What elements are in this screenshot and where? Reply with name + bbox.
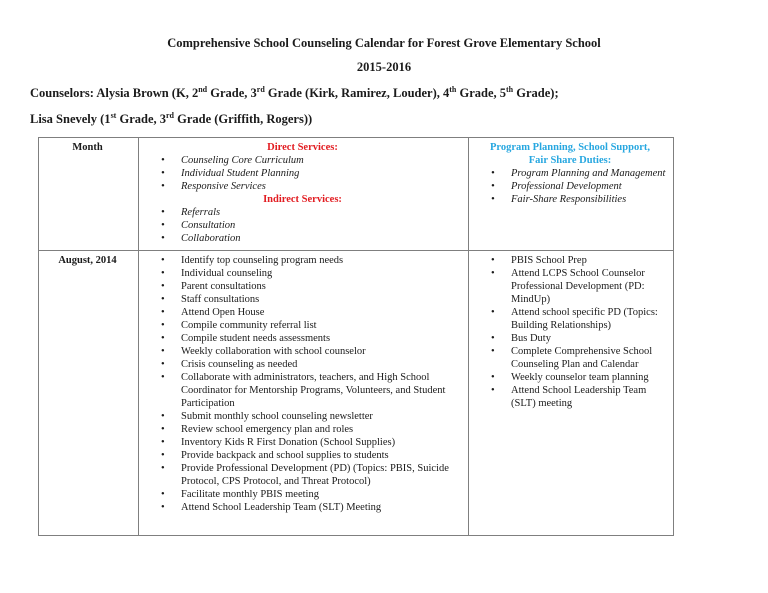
list-item: • Weekly collaboration with school counselor — [139, 345, 466, 358]
text-segment: Counselors: Alysia Brown (K, 2 — [30, 86, 199, 100]
list-item: • Review school emergency plan and roles — [139, 423, 466, 436]
list-item: • Attend Open House — [139, 306, 466, 319]
program-planning-list — [469, 167, 671, 206]
list-item: • Attend School Leadership Team (SLT) Meeting — [139, 501, 466, 514]
list-item: • Parent consultations — [139, 280, 466, 293]
program-planning-heading-line-2: Fair Share Duties: — [528, 155, 612, 166]
counseling-calendar-table — [38, 137, 674, 536]
list-item: • Attend School Leadership Team (SLT) meeting — [469, 384, 671, 410]
direct-services-list — [139, 154, 466, 193]
list-item: • Submit monthly school counseling newsletter — [139, 410, 466, 423]
page-title: Comprehensive School Counseling Calendar for Forest Grove Elementary School — [167, 36, 601, 50]
text-segment: Grade, 3 — [207, 86, 257, 100]
ordinal-superscript: rd — [166, 110, 174, 120]
august-direct-services-list — [139, 254, 466, 514]
list-item: • Individual Student Planning — [139, 167, 466, 180]
list-item: • Compile community referral list — [139, 319, 466, 332]
list-item: • Inventory Kids R First Donation (School Supplies) — [139, 436, 466, 449]
list-item: • Attend school specific PD (Topics: Building Relationships) — [469, 306, 671, 332]
ordinal-superscript: nd — [198, 84, 208, 94]
list-item: • Collaboration — [139, 232, 466, 245]
text-segment: Grade (Kirk, Ramirez, Louder), 4 — [264, 86, 450, 100]
text-segment: Grade, 3 — [116, 112, 166, 126]
list-item: • PBIS School Prep — [469, 254, 671, 267]
list-item: • Referrals — [139, 206, 466, 219]
list-item: • Counseling Core Curriculum — [139, 154, 466, 167]
direct-services-cell — [139, 251, 469, 536]
ordinal-superscript: th — [506, 84, 514, 94]
list-item: • Consultation — [139, 219, 466, 232]
table-row-august — [39, 251, 674, 536]
services-column-header — [139, 138, 469, 251]
ordinal-superscript: rd — [256, 84, 265, 94]
list-item: • Provide backpack and school supplies to students — [139, 449, 466, 462]
indirect-services-list — [139, 206, 466, 245]
list-item: • Compile student needs assessments — [139, 332, 466, 345]
planning-column-header — [469, 138, 674, 251]
direct-services-heading: Direct Services: — [267, 142, 338, 153]
list-item: • Professional Development — [469, 180, 671, 193]
list-item: • Provide Professional Development (PD) (Topics: PBIS, Suicide Protocol, CPS Protocol, and Threat Protocol) — [139, 462, 466, 488]
text-segment: Lisa Snevely (1 — [30, 112, 111, 126]
month-cell: August, 2014 — [39, 251, 139, 536]
text-segment: Grade (Griffith, Rogers)) — [174, 112, 313, 126]
list-item: • Complete Comprehensive School Counseling Plan and Calendar — [469, 345, 671, 371]
list-item: • Bus Duty — [469, 332, 671, 345]
august-program-planning-list — [469, 254, 671, 410]
list-item: • Collaborate with administrators, teachers, and High School Coordinator for Mentorship Programs, Volunteers, and Student Participation — [139, 371, 466, 410]
list-item: • Program Planning and Management — [469, 167, 671, 180]
text-segment: Grade, 5 — [456, 86, 507, 100]
list-item: • Crisis counseling as needed — [139, 358, 466, 371]
counselors-line-2 — [30, 112, 768, 126]
list-item: • Attend LCPS School Counselor Professional Development (PD: MindUp) — [469, 267, 671, 306]
text-segment: Grade); — [513, 86, 559, 100]
list-item: • Identify top counseling program needs — [139, 254, 466, 267]
list-item: • Responsive Services — [139, 180, 466, 193]
list-item: • Fair-Share Responsibilities — [469, 193, 671, 206]
list-item: • Weekly counselor team planning — [469, 371, 671, 384]
table-header-row — [39, 138, 674, 251]
list-item: • Individual counseling — [139, 267, 466, 280]
list-item: • Facilitate monthly PBIS meeting — [139, 488, 466, 501]
counselors-line-1 — [30, 86, 768, 100]
ordinal-superscript: th — [449, 84, 457, 94]
program-planning-heading-line-1: Program Planning, School Support, — [490, 142, 650, 153]
indirect-services-heading: Indirect Services: — [263, 194, 342, 205]
month-column-header: Month — [39, 138, 139, 251]
program-planning-cell — [469, 251, 674, 536]
ordinal-superscript: st — [110, 110, 117, 120]
list-item: • Staff consultations — [139, 293, 466, 306]
school-year: 2015-2016 — [356, 60, 412, 74]
